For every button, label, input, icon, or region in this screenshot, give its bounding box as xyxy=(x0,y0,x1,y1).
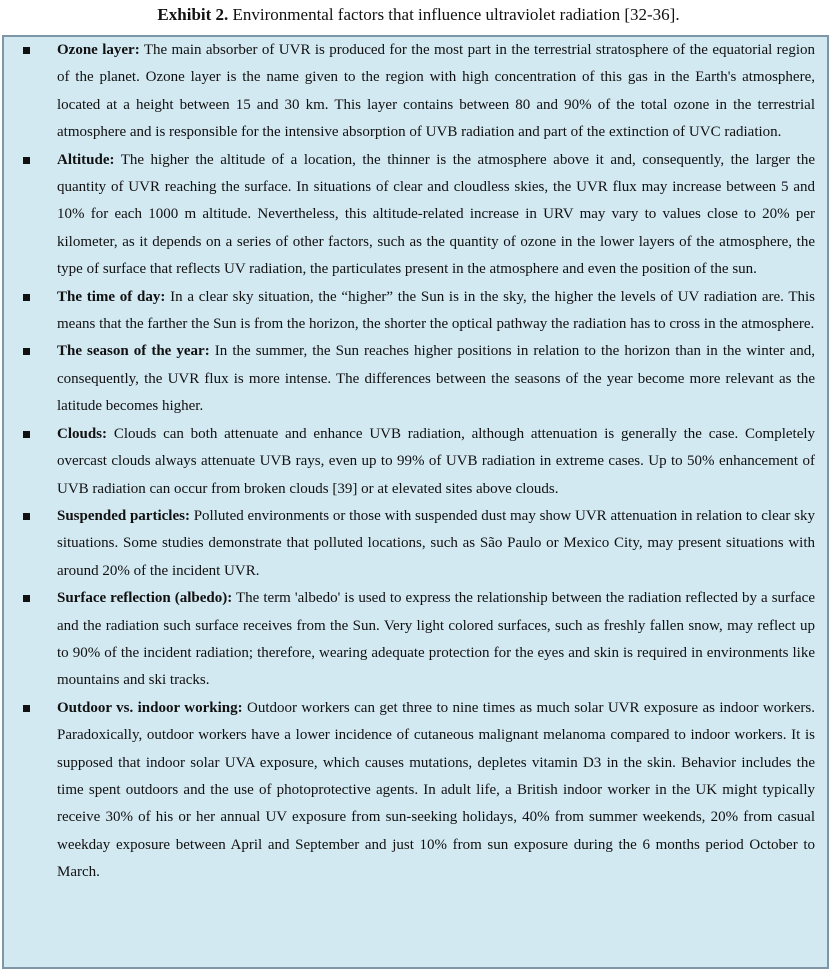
factor-clouds xyxy=(4,421,827,503)
factor-text: In a clear sky situation, the “higher” the Sun is in the sky, the higher the levels of UV radiation are. This means that the farther the Sun is from the horizon, the shorter the optical pathway the radiation has to cross in the atmosphere. xyxy=(57,288,816,333)
factor-surface-reflection xyxy=(4,585,827,695)
factor-term: Altitude: xyxy=(57,151,115,168)
factor-term: Surface reflection (albedo): xyxy=(57,590,233,607)
factor-text: Outdoor workers can get three to nine times as much solar UVR exposure as indoor workers. Paradoxically, outdoor workers have a lower incidence of cutaneous malignant melanoma compared to indoor workers. It is supposed that indoor solar UVA exposure, which causes mutations, depletes vitamin D3 in the skin. Behavior includes the time spent outdoors and the use of photoprotective agents. In adult life, a British indoor worker in the UK might typically receive 30% of his or her annual UV exposure from sun-seeking holidays, 40% from summer weekends, 20% from casual weekday exposure between April and September and just 10% from sun exposure during the 6 months period October to March. xyxy=(57,699,815,881)
exhibit-title: Environmental factors that influence ultraviolet radiation [32-36]. xyxy=(232,5,680,24)
factor-term: The time of day: xyxy=(57,288,166,305)
factor-term: The season of the year: xyxy=(57,343,210,360)
factor-altitude xyxy=(4,147,827,284)
factor-text: Polluted environments or those with suspended dust may show UVR attenuation in relation to clear sky situations. Some studies demonstrate that polluted locations, such as São Paulo or Mexico City, may present situations with around 20% of the incident UVR. xyxy=(57,507,816,579)
factor-text: The higher the altitude of a location, the thinner is the atmosphere above it and, consequently, the larger the quantity of UVR reaching the surface. In situations of clear and cloudless skies, the UVR flux may increase between 5 and 10% for each 1000 m altitude. Nevertheless, this altitude-related increase in URV may vary to values close to 20% per kilometer, as it depends on a series of other factors, such as the quantity of ozone in the lower layers of the atmosphere, the type of surface that reflects UV radiation, the particulates present in the atmosphere and even the position of the sun. xyxy=(57,151,815,278)
factor-text: The term 'albedo' is used to express the relationship between the radiation reflected by a surface and the radiation such surface receives from the Sun. Very light colored surfaces, such as freshly fallen snow, may reflect up to 90% of the incident radiation; therefore, wearing adequate protection for the eyes and skin is required in environments like mountains and ski tracks. xyxy=(57,590,815,689)
bullet-icon xyxy=(23,705,30,712)
factors-box xyxy=(2,35,829,969)
factors-list xyxy=(4,37,827,887)
factor-term: Suspended particles: xyxy=(57,507,190,524)
bullet-icon xyxy=(23,157,30,164)
factor-text: The main absorber of UVR is produced for the most part in the terrestrial stratosphere of the equatorial region of the planet. Ozone layer is the name given to the region with high concentration of this gas in the Earth's atmosphere, located at a height between 15 and 30 km. This layer contains between 80 and 90% of the total ozone in the terrestrial atmosphere and is responsible for the intensive absorption of UVB radiation and part of the extinction of UVC radiation. xyxy=(57,42,815,141)
bullet-icon xyxy=(23,294,30,301)
exhibit-label: Exhibit 2. xyxy=(157,5,229,24)
bullet-icon xyxy=(23,47,30,54)
bullet-icon xyxy=(23,348,30,355)
factor-text: Clouds can both attenuate and enhance UVB radiation, although attenuation is generally the case. Completely overcast clouds always attenuate UVB rays, even up to 99% of UVB radiation in extreme cases. Up to 50% enhancement of UVB radiation can occur from broken clouds [39] or at elevated sites above clouds. xyxy=(57,425,816,497)
exhibit-caption xyxy=(0,4,837,26)
bullet-icon xyxy=(23,513,30,520)
factor-term: Outdoor vs. indoor working: xyxy=(57,699,243,716)
factor-suspended-particles xyxy=(4,503,827,585)
bullet-icon xyxy=(23,595,30,602)
factor-season xyxy=(4,338,827,420)
factor-outdoor-indoor-working xyxy=(4,695,827,887)
bullet-icon xyxy=(23,431,30,438)
factor-term: Ozone layer: xyxy=(57,42,140,58)
factor-ozone-layer xyxy=(4,37,827,147)
factor-time-of-day xyxy=(4,284,827,339)
factor-text: In the summer, the Sun reaches higher positions in relation to the horizon than in the winter and, consequently, the UVR flux is more intense. The differences between the seasons of the year become more relevant as the latitude becomes higher. xyxy=(57,343,816,415)
factor-term: Clouds: xyxy=(57,425,108,442)
